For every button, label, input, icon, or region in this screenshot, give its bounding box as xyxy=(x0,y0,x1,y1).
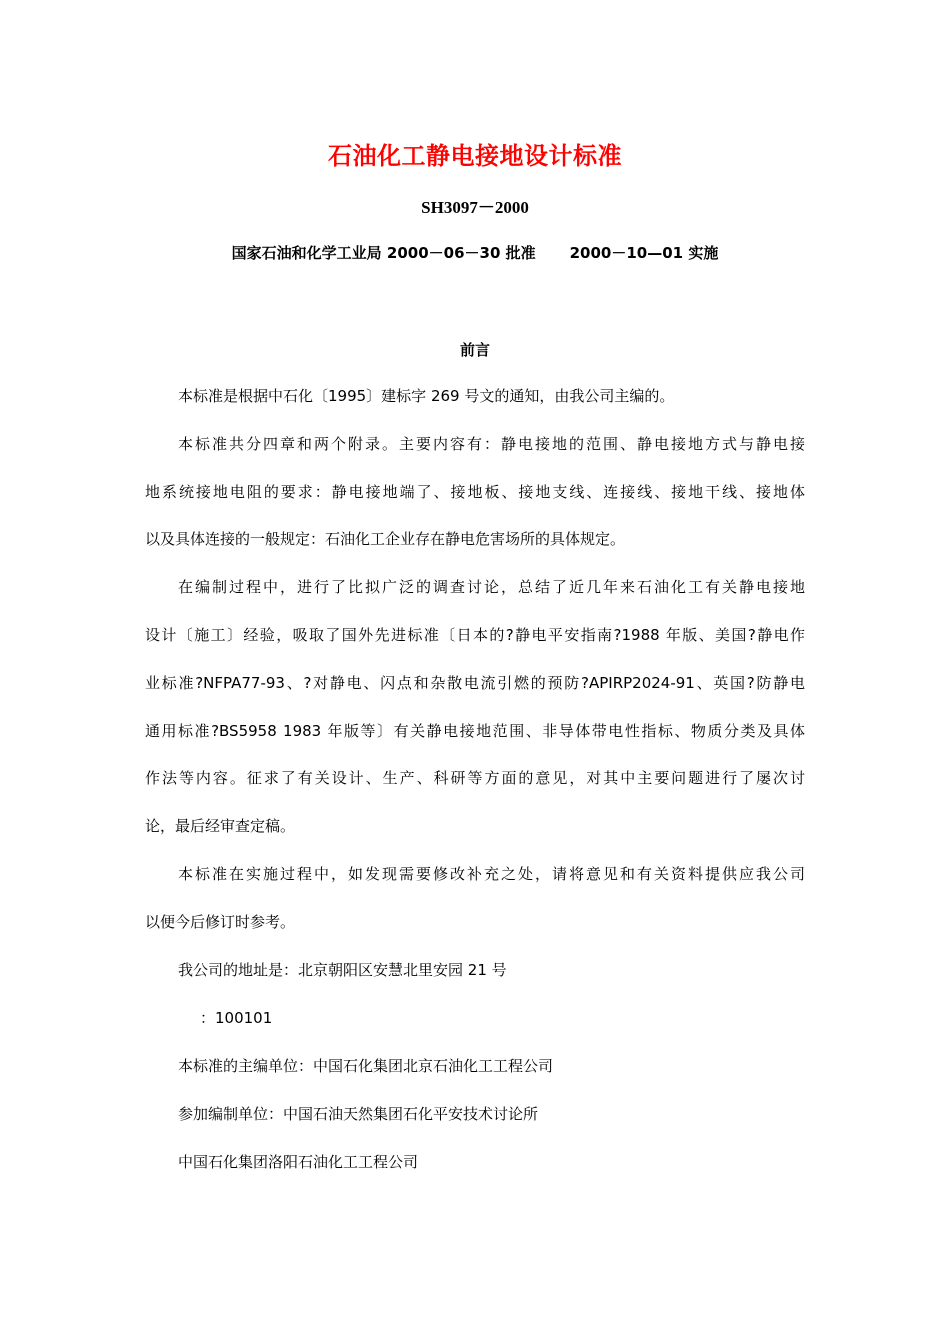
approval-line xyxy=(0,242,950,263)
paragraph-line: 本标准是根据中石化〔1995〕建标字 269 号文的通知，由我公司主编的。 xyxy=(178,387,675,405)
document-title: 石油化工静电接地设计标准 xyxy=(328,142,622,170)
section-heading: 前言 xyxy=(459,341,490,359)
paragraph-line: 在编制过程中，进行了比拟广泛的调查讨论，总结了近几年来石油化工有关静电接地 xyxy=(178,578,805,596)
paragraph-line: 设计〔施工〕经验，吸取了国外先进标准〔日本的?静电平安指南?1988 年版、美国?静电作 xyxy=(145,626,805,644)
paragraph-line: 本标准在实施过程中，如发现需要修改补充之处，请将意见和有关资料提供应我公司 xyxy=(178,865,805,883)
paragraph-line: 地系统接地电阻的要求：静电接地端了、接地板、接地支线、连接线、接地干线、接地体 xyxy=(145,483,805,501)
postal-code-line: ：100101 xyxy=(200,1009,273,1027)
paragraph-line: 论，最后经审查定稿。 xyxy=(145,817,296,835)
implementation-date: 2000－10—01 实施 xyxy=(569,244,719,262)
paragraph-line: 业标准?NFPA77-93、?对静电、闪点和杂散电流引燃的预防?APIRP2024-91、英国?防静电 xyxy=(145,674,805,692)
paragraph-line: 以便今后修订时参考。 xyxy=(145,913,296,931)
paragraph-line: 作法等内容。征求了有关设计、生产、科研等方面的意见，对其中主要问题进行了屡次讨 xyxy=(145,769,805,787)
address-line: 我公司的地址是：北京朝阳区安慧北里安园 21 号 xyxy=(178,961,507,979)
paragraph-line: 本标准共分四章和两个附录。主要内容有：静电接地的范围、静电接地方式与静电接 xyxy=(178,435,805,453)
approval-date: 国家石油和化学工业局 2000－06－30 批准 xyxy=(231,244,536,262)
paragraph-line: 通用标准?BS5958 1983 年版等〕有关静电接地范围、非导体带电性指标、物质分类及具体 xyxy=(145,722,805,740)
standard-code: SH3097－2000 xyxy=(421,198,529,217)
participating-unit-line: 参加编制单位：中国石油天然集团石化平安技术讨论所 xyxy=(178,1105,539,1123)
participating-unit-line: 中国石化集团洛阳石油化工工程公司 xyxy=(178,1153,419,1171)
chief-editor-line: 本标准的主编单位：中国石化集团北京石油化工工程公司 xyxy=(178,1057,554,1075)
paragraph-line: 以及具体连接的一般规定：石油化工企业存在静电危害场所的具体规定。 xyxy=(145,530,626,548)
